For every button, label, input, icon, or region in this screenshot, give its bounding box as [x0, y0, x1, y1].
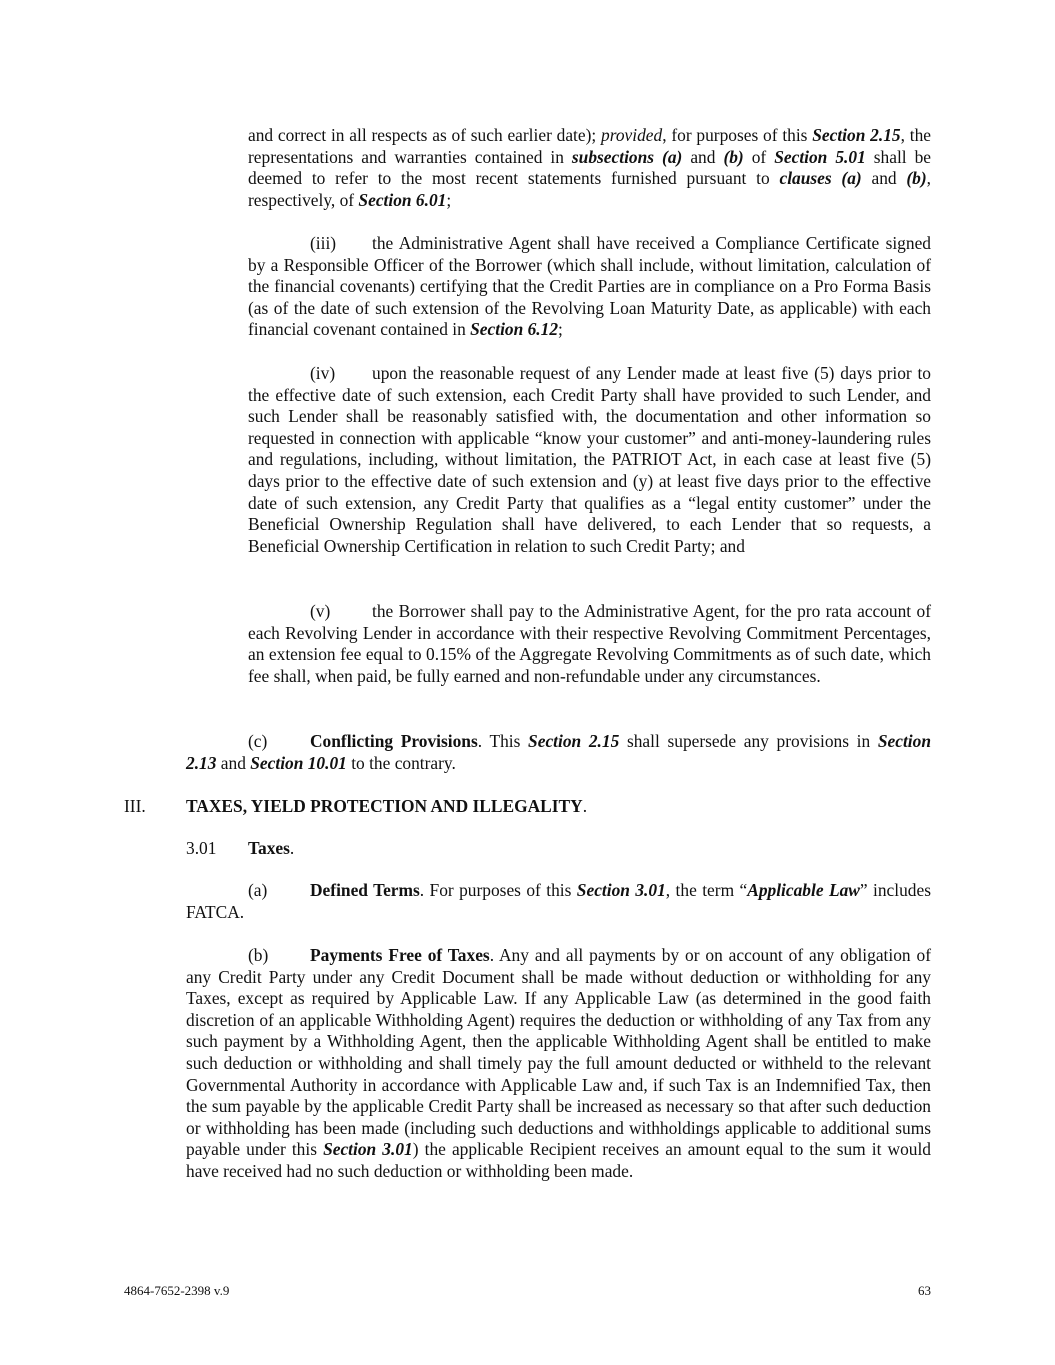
text-run: , for purposes of this	[662, 125, 813, 145]
article-heading	[124, 796, 587, 818]
text-run: to the contrary.	[346, 752, 456, 773]
text-run: ;	[558, 319, 563, 340]
text-run: . For purposes of this	[419, 880, 577, 900]
text-run: and	[216, 752, 251, 773]
text-run: of	[743, 146, 775, 167]
text-run: . Any and all payments by or on account of any obligation of any Credit Party under any Credit Document shall be made without deduction or withholding for any Taxes, except as required by Applicable Law. If any Applicable Law (as determined in the good faith discretion of an applicable Withholding Agent) requires the deduction or withholding of any Tax from any such payment by a Withholding Agent, then the applicable Withholding Agent shall be entitled to make such deduction or withholding and shall timely pay the full amount deducted or withheld to the relevant Governmental Authority in accordance with Applicable Law and, if such Tax is an Indemnified Tax, then the sum payable by the applicable Credit Party shall be increased as necessary so that after such deduction or withholding has been made (including such deductions and withholdings applicable to additional sums payable under this	[186, 945, 931, 1160]
subsection-title: Conflicting Provisions	[310, 731, 478, 751]
paragraph-defined-terms	[186, 880, 931, 923]
footer-page-number: 63	[918, 1283, 931, 1298]
item-number: (v)	[310, 601, 331, 621]
paragraph-item-v	[248, 601, 931, 687]
text-run: , the term “	[665, 880, 748, 900]
text-run: and	[682, 146, 724, 167]
section-number: 3.01	[186, 838, 217, 858]
item-number: (iv)	[310, 363, 336, 383]
article-title: TAXES, YIELD PROTECTION AND ILLEGALITY	[186, 796, 583, 816]
section-reference: Section 10.01	[250, 752, 347, 773]
section-reference: Section 2.13	[186, 731, 931, 773]
defined-term: Applicable Law	[747, 880, 860, 900]
text-run: ;	[446, 189, 452, 210]
footer-document-id: 4864-7652-2398 v.9	[124, 1283, 230, 1298]
text-run: shall be deemed to refer to the most recent statements furnished pursuant to	[248, 146, 932, 189]
section-title: Taxes	[248, 838, 290, 858]
defined-term-provided: provided	[601, 125, 663, 145]
section-heading	[186, 838, 294, 860]
clause-reference: (b)	[906, 168, 927, 189]
subsection-reference: subsections (a)	[571, 146, 683, 167]
item-number: (a)	[248, 880, 268, 900]
text-run: the Borrower shall pay to the Administrative Agent, for the pro rata account of each Revolving Lender in accordance with their respective Revolving Commitment Percentages, an extension fee equal to 0.15% of the Aggregate Revolving Commitments as of such date, which fee shall, when paid, be fully earned and non-refundable under any circumstances.	[248, 601, 931, 686]
text-run: and correct in all respects as of such earlier date);	[248, 125, 602, 145]
text-run: shall supersede any provisions in	[619, 731, 878, 751]
text-run: the Administrative Agent shall have received a Compliance Certificate signed by a Responsible Officer of the Borrower (which shall include, without limitation, calculation of the financial covenants) certifying that the Credit Parties are in compliance on a Pro Forma Basis (as of the date of such extension of the Revolving Loan Maturity Date, as applicable) with each financial covenant contained in	[248, 233, 931, 340]
section-reference: Section 2.15	[812, 125, 901, 145]
section-reference: Section 5.01	[774, 146, 866, 167]
text-run: ) the applicable Recipient receives an amount equal to the sum it would have received had no such deduction or withholding been made.	[186, 1139, 932, 1181]
section-reference: Section 2.15	[528, 731, 620, 751]
article-number: III.	[124, 796, 146, 816]
text-run: , the representations and warranties contained in	[248, 125, 931, 167]
paragraph-representations-warranties	[248, 125, 931, 211]
paragraph-item-iii	[248, 233, 931, 341]
text-run: upon the reasonable request of any Lender made at least five (5) days prior to the effective date of such extension, each Credit Party shall have provided to such Lender, and such Lender shall be reasonably satisfied with, the documentation and other information so requested in connection with applicable “know your customer” and anti-money-laundering rules and regulations, including, without limitation, the PATRIOT Act, in each case at least five (5) days prior to the effective date of such extension and (y) at least five days prior to the effective date of such extension, any Credit Party that qualifies as a “legal entity customer” under the Beneficial Ownership Regulation shall have delivered, to each Lender that so requests, a Beneficial Ownership Certification in relation to such Credit Party; and	[248, 363, 931, 556]
section-reference: Section 3.01	[576, 880, 666, 900]
section-reference: Section 3.01	[323, 1139, 413, 1160]
paragraph-item-iv	[248, 363, 931, 557]
subsection-title: Defined Terms	[310, 880, 420, 900]
text-run: .	[582, 796, 588, 816]
subsection-title: Payments Free of Taxes	[310, 945, 490, 965]
text-run: and	[861, 168, 907, 189]
subsection-reference: (b)	[723, 146, 744, 167]
text-run: , respectively, of	[248, 168, 931, 210]
section-reference: Section 6.01	[358, 189, 447, 210]
paragraph-conflicting-provisions	[186, 731, 931, 774]
text-run: .	[289, 838, 295, 858]
paragraph-payments-free-of-taxes	[186, 945, 931, 1183]
text-run: ” includes FATCA.	[186, 880, 931, 922]
item-number: (b)	[248, 945, 269, 965]
section-reference: Section 6.12	[470, 319, 559, 340]
clause-reference: clauses (a)	[779, 168, 862, 189]
text-run: . This	[477, 731, 529, 751]
item-number: (iii)	[310, 233, 337, 253]
item-number: (c)	[248, 731, 268, 751]
